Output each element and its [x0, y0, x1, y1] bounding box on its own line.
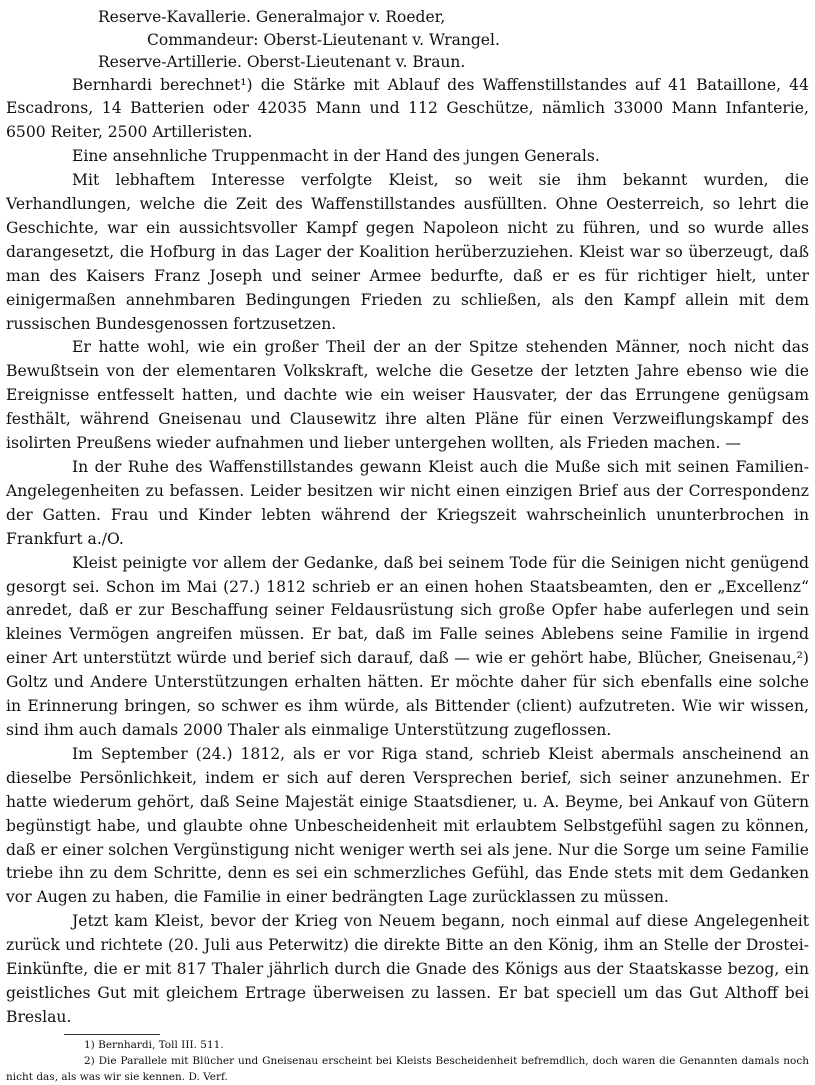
org-line-commandeur: Commandeur: Oberst-Lieutenant v. Wrangel.	[147, 30, 500, 49]
paragraph-petition-to-king: Jetzt kam Kleist, bevor der Krieg von Neuem begann, noch einmal auf diese Angelegenheit zurück und richtete (20. Juli aus Peterwitz) die direkte Bitte an den König, ihm an Stelle der Drostei-Einkünfte, die er mit 817 Thaler jährlich durch die Gnade des Königs aus der Staatskasse bezog, ein geistliches Gut mit gleichem Ertrage überweisen zu lassen. Er bat speciell um das Gut Althoff bei Breslau.	[6, 912, 809, 1026]
paragraph-may-1812-letter: Kleist peinigte vor allem der Gedanke, daß bei seinem Tode für die Seinigen nicht genügend gesorgt sei. Schon im Mai (27.) 1812 schrieb er an einen hohen Staatsbeamten, den er „Excellenz“ anredet, daß er zur Beschaffung seiner Feldausrüstung sich große Opfer habe auferlegen und sein kleines Vermögen angreifen müssen. Er bat, daß im Falle seines Ablebens seine Familie in irgend einer Art unterstützt würde und berief sich darauf, daß — wie er gehört habe, Blücher, Gneisenau,²) Goltz und Andere Unterstützungen erhalten hätten. Er möchte daher für sich ebenfalls eine solche in Erinnerung bringen, so schwer es ihm würde, als Bittender (client) aufzutreten. Wie wir wissen, sind ihm auch damals 2000 Thaler als einmalige Unterstützung zugeflossen.	[6, 553, 809, 739]
paragraph-family-affairs: In der Ruhe des Waffenstillstandes gewann Kleist auch die Muße sich mit seinen Familien-Angelegenheiten zu befassen. Leider besitzen wir nicht einen einzigen Brief aus der Correspondenz der Gatten. Frau und Kinder lebten während der Kriegszeit wahrscheinlich ununterbrochen in Frankfurt a./O.	[6, 458, 809, 548]
paragraph-troop-power: Eine ansehnliche Truppenmacht in der Hand des jungen Generals.	[72, 147, 600, 166]
footnote-divider	[64, 1034, 160, 1035]
footnote-1: 1) Bernhardi, Toll III. 511.	[84, 1038, 224, 1051]
paragraph-consciousness: Er hatte wohl, wie ein großer Theil der an der Spitze stehenden Männer, noch nicht das Bewußtsein von der elementaren Volkskraft, welche die Gesetze der letzten Jahre ebenso wie die Ereignisse entfesselt hatten, und dachte wie ein weiser Hausvater, der das Errungene genügsam festhält, während Gneisenau und Clausewitz ihre alten Pläne für einen Verzweiflungskampf des isolirten Preußens wieder aufnahmen und lieber untergehen wollten, als Frieden machen. —	[6, 338, 809, 453]
paragraph-negotiations: Mit lebhaftem Interesse verfolgte Kleist, so weit sie ihm bekannt wurden, die Verhandlungen, welche die Zeit des Waffenstillstandes ausfüllten. Ohne Oesterreich, so lehrt die Geschichte, war ein aussichtsvoller Kampf gegen Napoleon nicht zu führen, und so wurde alles darangesetzt, die Hofburg in das Lager der Koalition herüberzuziehen. Kleist war so überzeugt, daß man des Kaisers Franz Joseph und seiner Armee bedurfte, daß er es für richtiger hielt, unter einigermaßen annehmbaren Bedingungen Frieden zu schließen, als den Kampf allein mit dem russischen Bundesgenossen fortzusetzen.	[6, 171, 809, 333]
footnote-2: 2) Die Parallele mit Blücher und Gneisenau erscheint bei Kleists Bescheidenheit befremdlich, doch waren die Genannten damals noch nicht das, als was wir sie kennen. D. Verf.	[6, 1054, 809, 1083]
paragraph-strength: Bernhardi berechnet¹) die Stärke mit Ablauf des Waffenstillstandes auf 41 Bataillone, 44 Escadrons, 14 Batterien oder 42035 Mann und 112 Geschütze, nämlich 33000 Mann Infanterie, 6500 Reiter, 2500 Artilleristen.	[6, 75, 809, 142]
paragraph-september-1812-letter: Im September (24.) 1812, als er vor Riga stand, schrieb Kleist abermals anscheinend an dieselbe Persönlichkeit, indem er sich auf deren Versprechen berief, sich seiner anzunehmen. Er hatte wiederum gehört, daß Seine Majestät einige Staatsdiener, u. A. Beyme, bei Ankauf von Gütern begünstigt habe, und glaubte ohne Unbescheidenheit mit erlaubtem Selbstgefühl sagen zu können, daß er einer solchen Vergünstigung nicht weniger werth sei als jene. Nur die Sorge um seine Familie triebe ihn zu dem Schritte, denn es sei ein schmerzliches Gefühl, das Ende stets mit dem Gedanken vor Augen zu haben, die Familie in einer bedrängten Lage zurücklassen zu müssen.	[6, 744, 809, 907]
org-line-reserve-artillery: Reserve-Artillerie. Oberst-Lieutenant v. Braun.	[98, 53, 466, 71]
org-line-reserve-cavalry: Reserve-Kavallerie. Generalmajor v. Roeder,	[98, 8, 446, 26]
